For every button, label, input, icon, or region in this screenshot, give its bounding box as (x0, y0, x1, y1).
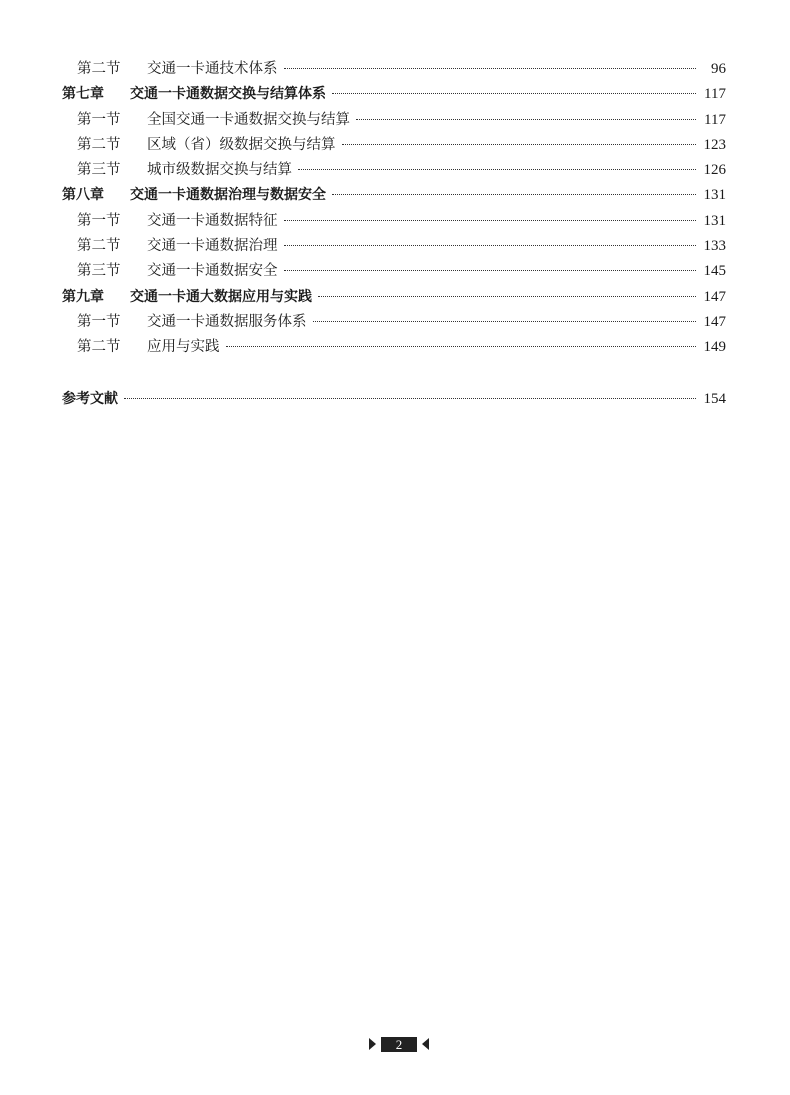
toc-page-number: 131 (703, 187, 726, 204)
table-of-contents (62, 57, 726, 412)
toc-row[interactable] (62, 310, 726, 335)
toc-number: 第二节 (77, 339, 121, 356)
toc-row[interactable] (62, 209, 726, 234)
toc-label (77, 158, 292, 183)
toc-row[interactable] (62, 335, 726, 360)
triangle-left-icon (422, 1038, 429, 1050)
toc-label (77, 133, 336, 158)
toc-title: 交通一卡通数据服务体系 (147, 313, 307, 330)
toc-label (77, 310, 307, 335)
triangle-right-icon (369, 1038, 376, 1050)
toc-row[interactable] (62, 183, 726, 208)
dot-leader (284, 68, 697, 69)
toc-page-number: 149 (703, 339, 726, 356)
dot-leader (284, 220, 697, 221)
toc-row[interactable] (62, 108, 726, 133)
toc-number: 第二节 (77, 61, 121, 77)
dot-leader (313, 321, 697, 322)
toc-title: 交通一卡通数据特征 (147, 212, 278, 229)
dot-leader (124, 398, 696, 399)
dot-leader (298, 169, 696, 170)
page-footer (366, 1035, 432, 1053)
toc-title: 交通一卡通技术体系 (147, 61, 278, 77)
footer-page-number: 2 (381, 1037, 417, 1052)
toc-page-number: 131 (703, 212, 726, 229)
toc-label (62, 285, 312, 310)
dot-leader (318, 296, 696, 297)
toc-label (62, 82, 326, 107)
toc-label (77, 259, 278, 284)
toc-row[interactable] (62, 234, 726, 259)
toc-number: 第二节 (77, 238, 121, 255)
toc-label (77, 234, 278, 259)
dot-leader (356, 119, 696, 120)
toc-label (77, 209, 278, 234)
toc-row[interactable] (62, 158, 726, 183)
references-title: 参考文献 (62, 390, 118, 407)
toc-page-number: 117 (704, 86, 726, 103)
toc-page-number: 147 (703, 313, 726, 330)
toc-label (77, 108, 350, 133)
toc-title: 交通一卡通数据安全 (147, 263, 278, 280)
toc-number: 第七章 (62, 86, 104, 103)
toc-title: 全国交通一卡通数据交换与结算 (147, 111, 350, 128)
toc-row[interactable] (62, 57, 726, 82)
toc-number: 第三节 (77, 263, 121, 280)
toc-label (62, 183, 326, 208)
toc-page-number: 133 (703, 238, 726, 255)
toc-title: 交通一卡通大数据应用与实践 (130, 288, 312, 305)
dot-leader (332, 194, 696, 195)
toc-number: 第一节 (77, 313, 121, 330)
toc-label (77, 335, 220, 360)
dot-leader (342, 144, 697, 145)
toc-title: 交通一卡通数据治理 (147, 238, 278, 255)
toc-number: 第三节 (77, 162, 121, 179)
references-page-number: 154 (703, 390, 726, 407)
toc-row[interactable] (62, 133, 726, 158)
dot-leader (284, 270, 697, 271)
toc-row-references[interactable] (62, 387, 726, 412)
toc-title: 区域（省）级数据交换与结算 (147, 136, 336, 153)
toc-row[interactable] (62, 82, 726, 107)
toc-number: 第二节 (77, 136, 121, 153)
toc-number: 第一节 (77, 212, 121, 229)
toc-number: 第八章 (62, 187, 104, 204)
toc-title: 交通一卡通数据治理与数据安全 (130, 187, 326, 204)
toc-title: 应用与实践 (147, 339, 220, 356)
toc-label (77, 57, 278, 82)
toc-page-number: 126 (703, 162, 726, 179)
toc-title: 城市级数据交换与结算 (147, 162, 292, 179)
dot-leader (226, 346, 697, 347)
toc-page-number: 147 (703, 288, 726, 305)
dot-leader (332, 93, 696, 94)
toc-number: 第九章 (62, 288, 104, 305)
toc-number: 第一节 (77, 111, 121, 128)
toc-row[interactable] (62, 259, 726, 284)
toc-page-number: 123 (703, 136, 726, 153)
toc-page-number: 96 (711, 61, 726, 77)
toc-page-number: 145 (703, 263, 726, 280)
dot-leader (284, 245, 697, 246)
toc-page-number: 117 (704, 111, 726, 128)
toc-row[interactable] (62, 285, 726, 310)
toc-title: 交通一卡通数据交换与结算体系 (130, 86, 326, 103)
